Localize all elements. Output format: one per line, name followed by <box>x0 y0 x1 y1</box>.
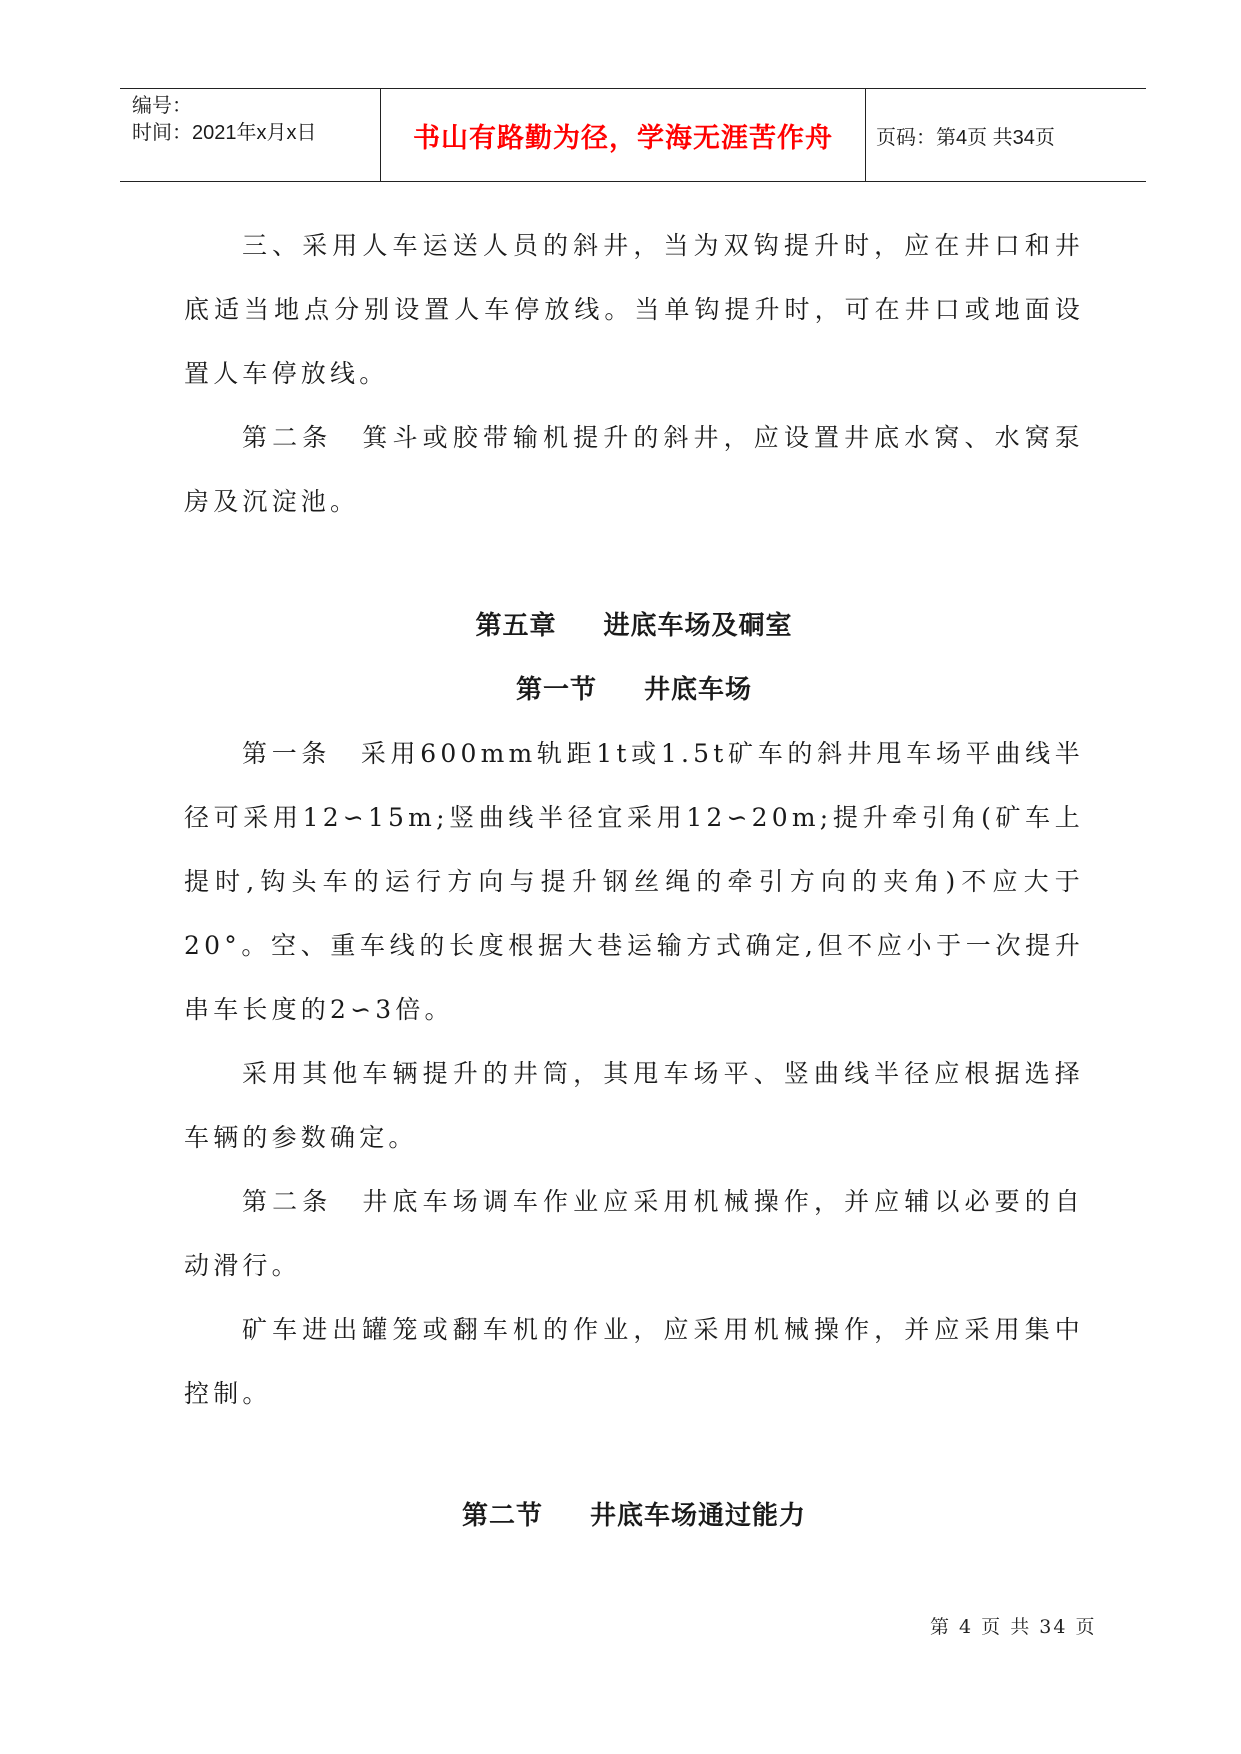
document-body <box>184 214 1084 1548</box>
paragraph: 第二条 井底车场调车作业应采用机械操作，并应辅以必要的自动滑行。 <box>184 1187 1084 1280</box>
chapter-title: 第五章 进底车场及硐室 <box>475 611 793 641</box>
page-header <box>120 88 1146 182</box>
document-time: 时间：2021年x月x日 <box>132 122 317 144</box>
paragraph: 矿车进出罐笼或翻车机的作业，应采用机械操作，并应采用集中控制。 <box>184 1315 1084 1408</box>
section-title: 第一节 井底车场 <box>515 675 753 705</box>
paragraph: 第二条 箕斗或胶带输机提升的斜井，应设置井底水窝、水窝泵房及沉淀池。 <box>184 423 1084 516</box>
header-page-info: 页码：第4页 共34页 <box>876 126 1055 149</box>
paragraph: 第一条 采用600mm轨距1t或1.5t矿车的斜井甩车场平曲线半径可采用12∽15m;竖曲线半径宜采用12∽20m;提升牵引角(矿车上提时,钩头车的运行方向与提升钢丝绳的牵引方向的夹角)不应大于20°。空、重车线的长度根据大巷运输方式确定,但不应小于一次提升串车长度的2∽3倍。 <box>184 739 1084 1024</box>
section-title: 第二节 井底车场通过能力 <box>461 1501 807 1531</box>
header-meta <box>120 89 381 181</box>
paragraph: 采用其他车辆提升的井筒，其甩车场平、竖曲线半径应根据选择车辆的参数确定。 <box>184 1059 1084 1152</box>
document-number-label: 编号： <box>132 95 192 117</box>
paragraph: 三、采用人车运送人员的斜井，当为双钩提升时，应在井口和井底适当地点分别设置人车停放线。当单钩提升时，可在井口或地面设置人车停放线。 <box>184 231 1084 388</box>
page-footer: 第 4 页 共 34 页 <box>930 1616 1097 1638</box>
header-motto: 书山有路勤为径，学海无涯苦作舟 <box>381 89 866 181</box>
